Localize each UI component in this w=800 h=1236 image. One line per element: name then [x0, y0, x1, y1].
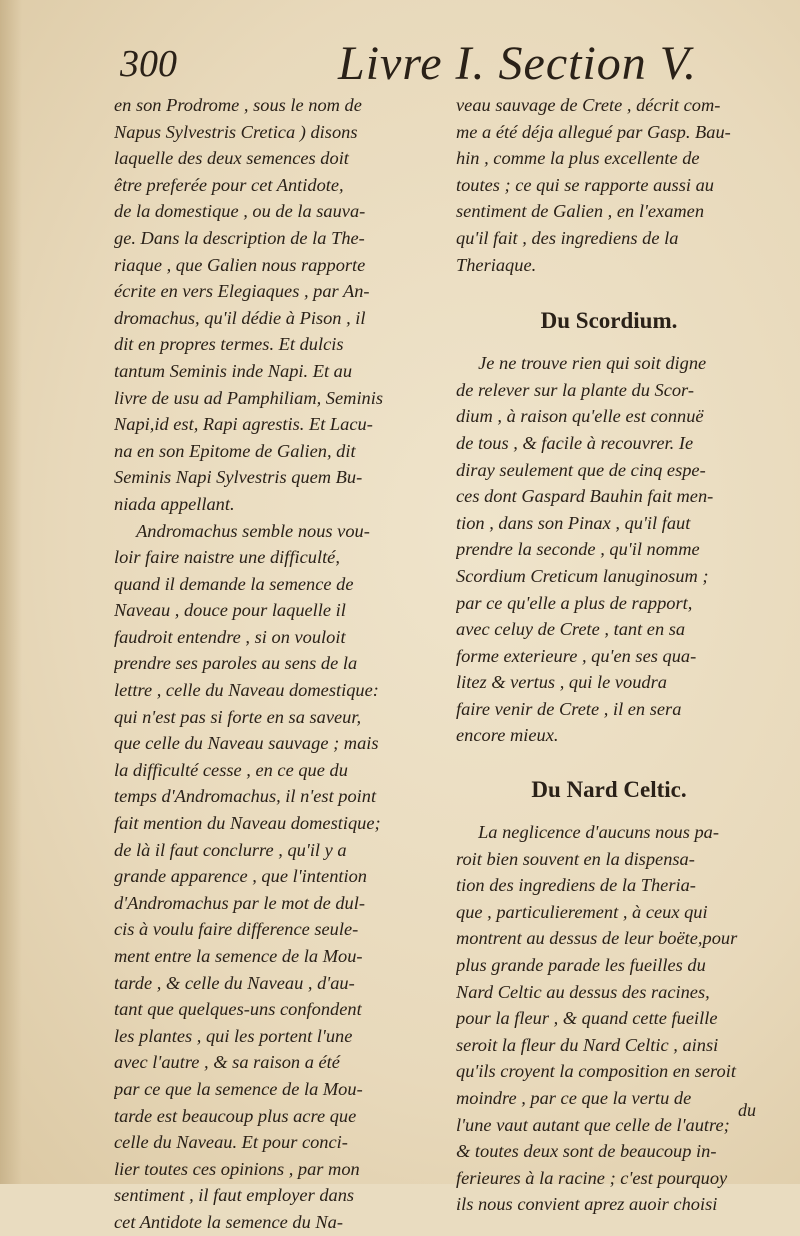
text-line: Andromachus semble nous vou-	[136, 520, 370, 541]
text-line: fait mention du Naveau domestique;	[114, 813, 381, 834]
page-number: 300	[120, 43, 177, 85]
text-line: tantum Seminis inde Napi. Et au	[114, 360, 353, 381]
text-line: ces dont Gaspard Bauhin fait men-	[456, 486, 714, 507]
text-line: faudroit entendre , si on vouloit	[114, 626, 346, 647]
text-line: ge. Dans la description de la The-	[114, 227, 365, 248]
text-line: Napi,id est, Rapi agrestis. Et Lacu-	[114, 414, 373, 435]
left-paragraph-1	[114, 92, 432, 518]
catchword: du	[738, 1100, 756, 1120]
text-line: par ce qu'elle a plus de rapport,	[456, 592, 693, 613]
text-line: avec l'autre , & sa raison a été	[114, 1052, 340, 1073]
text-line: ferieures à la racine ; c'est pourquoy	[456, 1167, 728, 1188]
text-line: litez & vertus , qui le voudra	[456, 672, 667, 693]
text-line: niada appellant.	[114, 493, 235, 514]
left-column	[114, 92, 432, 1236]
text-line: Naveau , douce pour laquelle il	[114, 600, 346, 621]
text-line: Seminis Napi Sylvestris quem Bu-	[114, 467, 363, 488]
text-line: toutes ; ce qui se rapporte aussi au	[456, 174, 714, 195]
right-column	[456, 92, 762, 1218]
text-line: encore mieux.	[456, 725, 559, 746]
text-line: livre de usu ad Pamphiliam, Seminis	[114, 387, 384, 408]
text-line: Napus Sylvestris Cretica ) disons	[114, 121, 358, 142]
text-line: tant que quelques-uns confondent	[114, 999, 362, 1020]
text-line: qu'il fait , des ingrediens de la	[456, 227, 679, 248]
text-line: la difficulté cesse , en ce que du	[114, 759, 348, 780]
text-line: lier toutes ces opinions , par mon	[114, 1158, 360, 1179]
text-line: par ce que la semence de la Mou-	[114, 1078, 363, 1099]
text-line: riaque , que Galien nous rapporte	[114, 254, 366, 275]
text-line: moindre , par ce que la vertu de	[456, 1088, 692, 1108]
text-line: veau sauvage de Crete , décrit com-	[456, 95, 721, 115]
text-line: être preferée pour cet Antidote,	[114, 174, 344, 195]
text-line: tion des ingrediens de la Theria-	[456, 875, 696, 896]
text-line: écrite en vers Elegiaques , par An-	[114, 281, 370, 302]
text-line: me a été déja allegué par Gasp. Bau-	[456, 121, 731, 142]
text-line: roit bien souvent en la dispensa-	[456, 848, 695, 869]
text-line: cet Antidote la semence du Na-	[114, 1211, 343, 1232]
right-paragraph-nard	[456, 819, 762, 1218]
text-line: de là il faut conclurre , qu'il y a	[114, 839, 347, 860]
text-line: na en son Epitome de Galien, dit	[114, 440, 356, 461]
text-line: Nard Celtic au dessus des racines,	[456, 981, 710, 1002]
section-heading-nard-celtic: Du Nard Celtic.	[531, 777, 687, 803]
text-line: que , particulierement , à ceux qui	[456, 901, 708, 922]
text-line: dit en propres termes. Et dulcis	[114, 334, 344, 355]
text-line: ment entre la semence de la Mou-	[114, 946, 363, 966]
text-line: Theriaque.	[456, 254, 537, 275]
text-line: grande apparence , que l'intention	[114, 866, 368, 887]
text-line: en son Prodrome , sous le nom de	[114, 95, 362, 115]
text-line: faire venir de Crete , il en sera	[456, 698, 682, 719]
right-paragraph-1	[456, 92, 762, 278]
text-line: loir faire naistre une difficulté,	[114, 547, 340, 568]
text-line: ils nous convient aprez auoir choisi	[456, 1194, 718, 1215]
text-line: plus grande parade les fueilles du	[456, 955, 706, 976]
running-head: Livre I. Section V.	[338, 37, 697, 90]
text-line: Scordium Creticum lanuginosum ;	[456, 565, 709, 586]
text-line: sentiment de Galien , en l'examen	[456, 201, 705, 222]
text-line: laquelle des deux semences doit	[114, 148, 349, 169]
text-line: les plantes , qui les portent l'une	[114, 1025, 353, 1046]
text-line: que celle du Naveau sauvage ; mais	[114, 733, 379, 754]
right-paragraph-scordium	[456, 350, 762, 749]
text-line: temps d'Andromachus, il n'est point	[114, 786, 377, 807]
text-line: diray seulement que de cinq espe-	[456, 459, 706, 480]
text-line: l'une vaut autant que celle de l'autre;	[456, 1114, 730, 1135]
text-line: dium , à raison qu'elle est connuë	[456, 406, 704, 427]
text-line: prendre ses paroles au sens de la	[114, 653, 358, 674]
text-line: forme exterieure , qu'en ses qua-	[456, 645, 697, 666]
text-line: La neglicence d'aucuns nous pa-	[478, 822, 719, 843]
text-line: prendre la seconde , qu'il nomme	[456, 539, 700, 560]
text-line: avec celuy de Crete , tant en sa	[456, 619, 686, 640]
text-line: tarde , & celle du Naveau , d'au-	[114, 972, 355, 993]
text-line: cis à voulu faire difference seule-	[114, 919, 359, 940]
text-line: Je ne trouve rien qui soit digne	[478, 353, 707, 374]
section-heading-scordium: Du Scordium.	[540, 308, 678, 334]
text-line: celle du Naveau. Et pour conci-	[114, 1132, 348, 1153]
text-line: hin , comme la plus excellente de	[456, 148, 700, 169]
text-line: montrent au dessus de leur boëte,pour	[456, 928, 738, 949]
text-line: de la domestique , ou de la sauva-	[114, 201, 366, 222]
text-line: qu'ils croyent la composition en seroit	[456, 1061, 736, 1082]
text-line: sentiment , il faut employer dans	[114, 1185, 355, 1206]
page-header	[120, 36, 760, 98]
text-line: qui n'est pas si forte en sa saveur,	[114, 706, 362, 727]
text-line: tion , dans son Pinax , qu'il faut	[456, 512, 691, 533]
text-line: tarde est beaucoup plus acre que	[114, 1105, 357, 1126]
text-line: de relever sur la plante du Scor-	[456, 379, 694, 400]
page-gutter-shadow	[0, 0, 22, 1184]
text-line: quand il demande la semence de	[114, 573, 354, 594]
text-line: seroit la fleur du Nard Celtic , ainsi	[456, 1034, 719, 1055]
text-line: de tous , & facile à recouvrer. Ie	[456, 432, 694, 453]
text-line: lettre , celle du Naveau domestique:	[114, 680, 379, 701]
text-line: & toutes deux sont de beaucoup in-	[456, 1141, 717, 1162]
text-line: pour la fleur , & quand cette fueille	[456, 1008, 718, 1029]
left-paragraph-2	[114, 518, 432, 1236]
text-line: d'Andromachus par le mot de dul-	[114, 892, 365, 913]
text-line: dromachus, qu'il dédie à Pison , il	[114, 307, 366, 328]
